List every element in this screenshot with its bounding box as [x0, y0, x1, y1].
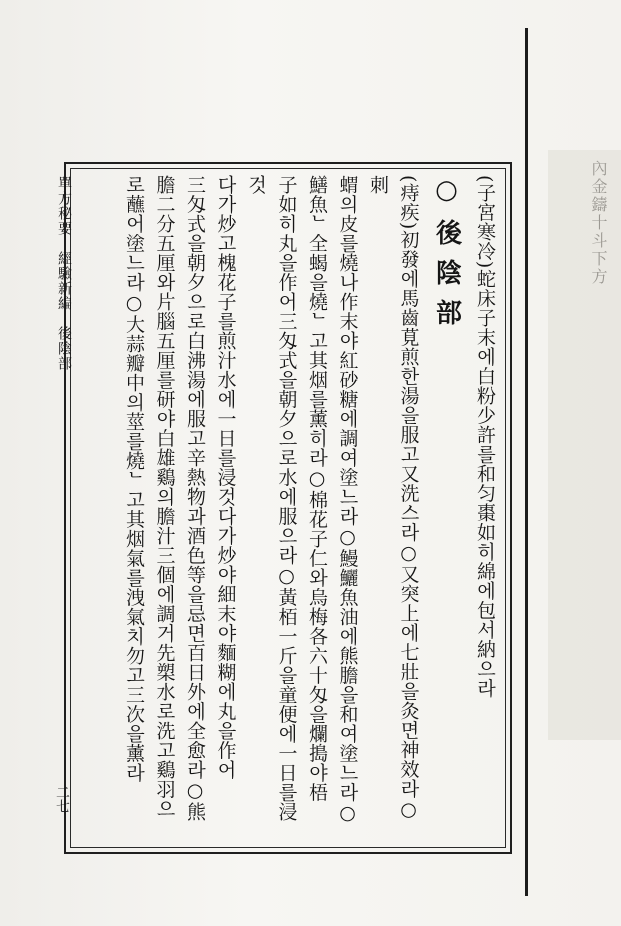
bleed-through-text: 內金鑄十斗下方 [589, 160, 608, 286]
text-column: 鱔魚ᄂ全蝎을燒ᄂ고其烟를薰히라○棉花子仁와烏梅各六十匁을爛搗야梧 [306, 175, 328, 802]
text-column: 子如히丸을作어三匁式을朝夕으로水에服으라○黃栢一斤을童便에一日를浸것 [245, 175, 298, 822]
text-column: 로蘸어塗느라○大蒜瓣中의莖를燒ᄂ고其烟氣를洩氣치勿고三次을薰라 [123, 175, 145, 783]
spine-rule [525, 28, 528, 896]
text-column: (子宮寒冷)蛇床子末에白粉少許를和匀棗如히綿에包서納으라 [474, 175, 496, 698]
main-text-block [90, 175, 500, 835]
running-header: 單方秘要 經驗新編 後陰部 [56, 176, 72, 371]
text-column: 蝟의皮를燒나作末야紅砂糖에調여塗느라○鰻鱺魚油에熊膽을和여塗느라○ [336, 175, 359, 825]
page-number: 二七 [54, 785, 70, 813]
text-column: 膽二分五厘와片腦五厘를研야白雄鷄의膽汁三個에調거先槊水로洗고鷄羽으 [153, 175, 176, 819]
text-column: 다가炒고槐花子를煎汁水에一日를浸것다가炒야細末야麵糊에丸을作어 [214, 175, 237, 780]
section-heading: ○後陰部 [431, 175, 462, 339]
text-column: 三匁式을朝夕으로白沸湯에服고辛熱物과酒色等을忌면百日外에全愈라○熊 [184, 175, 206, 822]
text-column: (痔疾)初發에馬齒莧煎한湯을服고又洗스라○又突上에七壯을灸면神效라○刺 [367, 175, 420, 821]
